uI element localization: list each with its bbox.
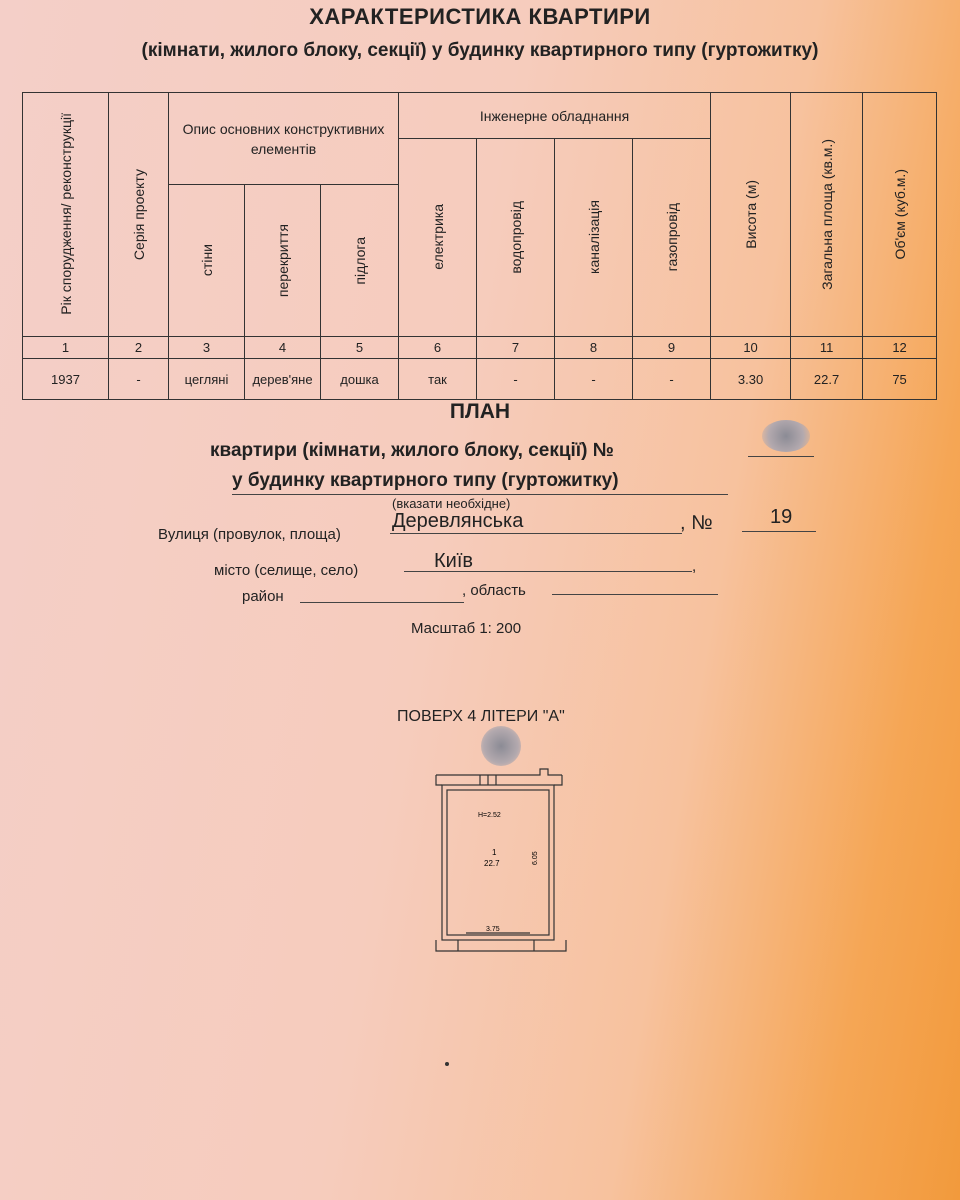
column-number: 5 bbox=[321, 336, 399, 359]
value-height: 3.30 bbox=[711, 359, 791, 400]
header-water: водопровід bbox=[477, 139, 555, 337]
document-subtitle: (кімнати, жилого блоку, секції) у будинку квартирного типу (гуртожитку) bbox=[141, 40, 819, 61]
number-line bbox=[742, 531, 816, 532]
column-number: 9 bbox=[633, 336, 711, 359]
region-label: , область bbox=[462, 582, 526, 599]
city-label: місто (селище, село) bbox=[214, 562, 359, 579]
room-length: 6.05 bbox=[532, 851, 539, 865]
city-line bbox=[404, 571, 692, 572]
value-electric: так bbox=[399, 359, 477, 400]
column-number: 2 bbox=[109, 336, 169, 359]
region-line bbox=[552, 594, 718, 595]
header-year: Рік спорудження/ реконструкції bbox=[23, 93, 109, 337]
value-ceilings: дерев'яне bbox=[245, 359, 321, 400]
floor-plan-walls bbox=[436, 769, 566, 951]
room-height-label: H=2.52 bbox=[478, 812, 501, 819]
city-value: Київ bbox=[434, 550, 474, 572]
header-height: Висота (м) bbox=[711, 93, 791, 337]
value-sewer: - bbox=[555, 359, 633, 400]
header-gas: газопровід bbox=[633, 139, 711, 337]
district-line bbox=[300, 602, 464, 603]
column-numbers-row bbox=[23, 336, 937, 359]
column-number: 4 bbox=[245, 336, 321, 359]
column-number: 6 bbox=[399, 336, 477, 359]
header-floor: підлога bbox=[321, 185, 399, 336]
header-electric: електрика bbox=[399, 139, 477, 337]
street-label: Вулиця (провулок, площа) bbox=[158, 526, 341, 543]
value-volume: 75 bbox=[863, 359, 937, 400]
column-number: 11 bbox=[791, 336, 863, 359]
city-comma: , bbox=[692, 558, 697, 575]
value-floor: дошка bbox=[321, 359, 399, 400]
ink-dot bbox=[445, 1062, 449, 1066]
number-value: 19 bbox=[770, 506, 793, 528]
value-water: - bbox=[477, 359, 555, 400]
redacted-apartment-number bbox=[762, 420, 810, 452]
values-row bbox=[23, 359, 937, 400]
column-number: 7 bbox=[477, 336, 555, 359]
header-ceilings: перекриття bbox=[245, 185, 321, 336]
column-number: 8 bbox=[555, 336, 633, 359]
header-walls: стіни bbox=[169, 185, 245, 336]
document-title: ХАРАКТЕРИСТИКА КВАРТИРИ bbox=[309, 4, 651, 29]
floor-label: ПОВЕРХ 4 ЛІТЕРИ "А" bbox=[397, 708, 565, 725]
column-number: 12 bbox=[863, 336, 937, 359]
column-number: 1 bbox=[23, 336, 109, 359]
floor-plan bbox=[430, 765, 570, 955]
room-number: 1 bbox=[492, 848, 497, 857]
apartment-number-line bbox=[748, 456, 814, 457]
characteristics-table bbox=[22, 92, 937, 400]
street-value: Деревлянська bbox=[392, 510, 524, 532]
redacted-stamp bbox=[481, 726, 521, 766]
value-series: - bbox=[109, 359, 169, 400]
value-area: 22.7 bbox=[791, 359, 863, 400]
header-area: Загальна площа (кв.м.) bbox=[791, 93, 863, 337]
header-engineering-group: Інженерне обладнання bbox=[399, 93, 711, 139]
header-sewer: каналізація bbox=[555, 139, 633, 337]
district-label: район bbox=[242, 588, 284, 605]
header-series: Серія проекту bbox=[109, 93, 169, 337]
header-volume: Об'єм (куб.м.) bbox=[863, 93, 937, 337]
room-area: 22.7 bbox=[484, 859, 500, 868]
column-number: 3 bbox=[169, 336, 245, 359]
scale-label: Масштаб 1: 200 bbox=[411, 620, 522, 637]
header-construction-group: Опис основних конструктивних елементів bbox=[169, 93, 399, 185]
value-walls: цегляні bbox=[169, 359, 245, 400]
plan-subtitle-line2: у будинку квартирного типу (гуртожитку) bbox=[232, 470, 619, 491]
plan-title: ПЛАН bbox=[449, 400, 511, 423]
underline bbox=[232, 494, 728, 495]
plan-subtitle-line1: квартири (кімнати, жилого блоку, секції) № bbox=[210, 440, 614, 461]
hint-text: (вказати необхідне) bbox=[392, 496, 511, 511]
street-line bbox=[390, 533, 682, 534]
value-gas: - bbox=[633, 359, 711, 400]
value-year: 1937 bbox=[23, 359, 109, 400]
room-width: 3.75 bbox=[486, 926, 500, 933]
number-label: , № bbox=[680, 512, 713, 534]
column-number: 10 bbox=[711, 336, 791, 359]
